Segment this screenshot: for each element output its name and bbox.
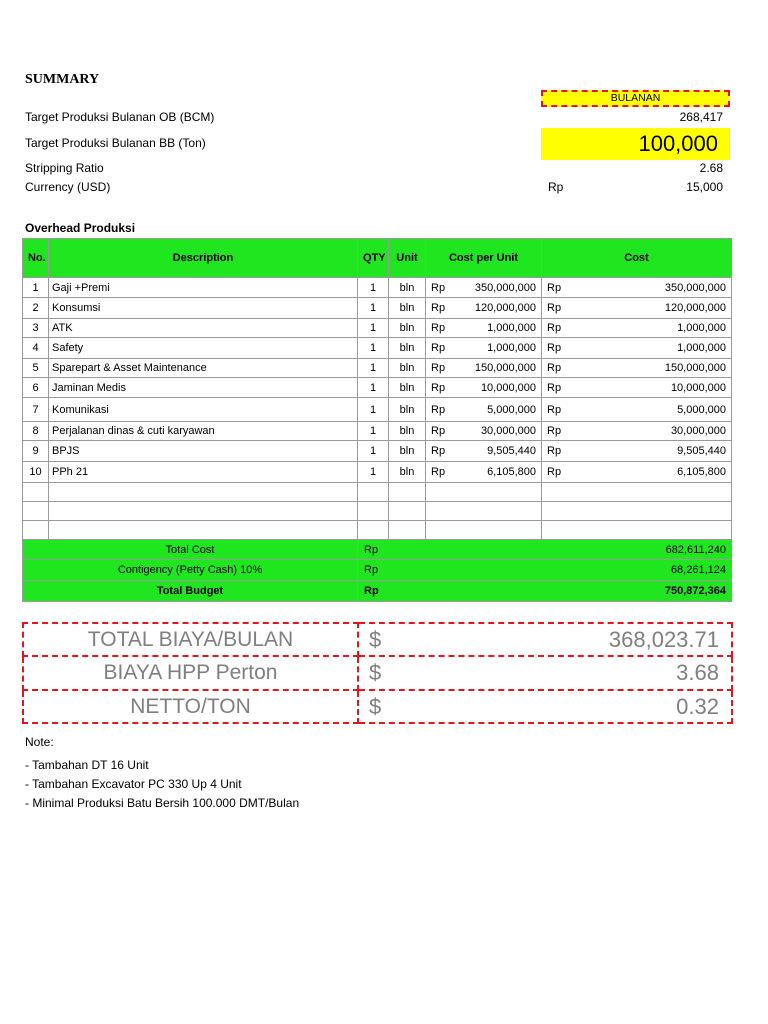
header-cost-per-unit: Cost per Unit: [426, 239, 542, 278]
cost-amount: 6,105,800: [677, 466, 726, 478]
empty-cell: [23, 483, 49, 502]
row-cost-per-unit: [426, 422, 542, 441]
empty-cell: [389, 502, 426, 521]
total-cost-label: Total Cost: [23, 540, 358, 560]
header-row: [23, 239, 732, 278]
stripping-ratio-label: Stripping Ratio: [25, 161, 104, 175]
table-row: [23, 359, 732, 378]
overhead-table: [22, 238, 732, 602]
empty-cell: [426, 502, 542, 521]
currency-label: Rp: [547, 362, 562, 374]
row-unit: bln: [389, 319, 426, 338]
cost-amount: 1,000,000: [677, 322, 726, 334]
currency-label: Rp: [431, 445, 446, 457]
cost-amount: 10,000,000: [670, 381, 726, 394]
total-biaya-row: [23, 623, 732, 656]
empty-cell: [542, 483, 732, 502]
cost-per-unit-amount: 9,505,440: [487, 445, 536, 457]
currency-label: Rp: [364, 543, 379, 556]
row-qty: 1: [358, 462, 389, 483]
contingency-value: [358, 560, 732, 581]
result-table: [22, 622, 733, 724]
target-bb-highlight: [541, 128, 730, 160]
row-description: Jaminan Medis: [49, 378, 358, 398]
cost-amount: 150,000,000: [664, 362, 726, 374]
currency-label: Rp: [547, 381, 562, 394]
empty-cell: [49, 502, 358, 521]
row-number: 2: [23, 298, 49, 319]
cost-amount: 9,505,440: [677, 445, 726, 457]
note-item: - Minimal Produksi Batu Bersih 100.000 DMT/Bulan: [25, 796, 300, 810]
total-cost-amount: 682,611,240: [665, 543, 726, 556]
empty-cell: [542, 521, 732, 540]
target-ob-label: Target Produksi Bulanan OB (BCM): [25, 110, 215, 124]
row-description: ATK: [49, 319, 358, 338]
empty-cell: [389, 483, 426, 502]
table-row: [23, 298, 732, 319]
row-cost: [542, 398, 732, 422]
row-number: 7: [23, 398, 49, 422]
row-qty: 1: [358, 441, 389, 462]
table-row: [23, 378, 732, 398]
table-row: [23, 398, 732, 422]
row-unit: bln: [389, 462, 426, 483]
table-row: [23, 422, 732, 441]
stripping-ratio-value: 2.68: [699, 161, 723, 175]
hpp-perton-value: [358, 656, 732, 690]
total-budget-amount: 750,872,364: [664, 585, 726, 597]
empty-cell: [389, 521, 426, 540]
currency-label: Rp: [364, 564, 379, 576]
header-qty: QTY: [358, 239, 389, 278]
note-item: - Tambahan DT 16 Unit: [25, 758, 149, 772]
cost-amount: 1,000,000: [677, 342, 726, 354]
currency-symbol: Rp: [548, 180, 564, 194]
currency-label: Rp: [431, 342, 446, 354]
currency-label: Rp: [431, 362, 446, 374]
row-description: Sparepart & Asset Maintenance: [49, 359, 358, 378]
cost-amount: 120,000,000: [664, 302, 726, 314]
table-row: [23, 462, 732, 483]
contingency-row: [23, 560, 732, 581]
cost-per-unit-amount: 150,000,000: [474, 362, 536, 374]
note-item: - Tambahan Excavator PC 330 Up 4 Unit: [25, 777, 242, 791]
cost-per-unit-amount: 120,000,000: [474, 302, 536, 314]
total-biaya-label: TOTAL BIAYA/BULAN: [23, 623, 358, 656]
row-unit: bln: [389, 359, 426, 378]
row-qty: 1: [358, 398, 389, 422]
row-cost: [542, 298, 732, 319]
target-bb-value: 100,000: [638, 131, 718, 156]
row-number: 10: [23, 462, 49, 483]
table-row-empty: [23, 521, 732, 540]
row-cost-per-unit: [426, 462, 542, 483]
row-cost: [542, 319, 732, 338]
row-qty: 1: [358, 298, 389, 319]
netto-ton-amount: 0.32: [676, 693, 719, 719]
period-label: BULANAN: [541, 90, 730, 107]
netto-ton-value: [358, 690, 732, 723]
row-description: BPJS: [49, 441, 358, 462]
currency-label: Rp: [431, 322, 446, 334]
row-unit: bln: [389, 422, 426, 441]
currency-value: 15,000: [686, 180, 723, 194]
row-description: Konsumsi: [49, 298, 358, 319]
cost-per-unit-amount: 5,000,000: [487, 403, 536, 416]
row-cost: [542, 359, 732, 378]
empty-cell: [49, 483, 358, 502]
total-cost-row: [23, 540, 732, 560]
dollar-sign: $: [369, 660, 382, 685]
header-description: Description: [49, 239, 358, 278]
table-row: [23, 319, 732, 338]
table-row-empty: [23, 483, 732, 502]
dollar-sign: $: [369, 693, 382, 719]
row-number: 6: [23, 378, 49, 398]
row-cost: [542, 338, 732, 359]
row-unit: bln: [389, 298, 426, 319]
row-number: 5: [23, 359, 49, 378]
currency-label: Rp: [431, 466, 446, 478]
row-number: 1: [23, 278, 49, 298]
currency-label: Rp: [431, 403, 446, 416]
row-cost-per-unit: [426, 378, 542, 398]
target-ob-value: 268,417: [679, 110, 723, 124]
empty-cell: [49, 521, 358, 540]
row-unit: bln: [389, 398, 426, 422]
currency-label: Rp: [547, 425, 562, 437]
currency-label: Rp: [431, 425, 446, 437]
row-unit: bln: [389, 441, 426, 462]
empty-cell: [426, 521, 542, 540]
row-number: 8: [23, 422, 49, 441]
currency-label: Rp: [547, 466, 562, 478]
row-unit: bln: [389, 278, 426, 298]
row-number: 9: [23, 441, 49, 462]
currency-label: Rp: [547, 342, 562, 354]
total-biaya-amount: 368,023.71: [608, 626, 719, 652]
empty-cell: [426, 483, 542, 502]
table-row: [23, 338, 732, 359]
empty-cell: [358, 521, 389, 540]
cost-per-unit-amount: 6,105,800: [487, 466, 536, 478]
row-qty: 1: [358, 319, 389, 338]
cost-per-unit-amount: 1,000,000: [487, 322, 536, 334]
cost-per-unit-amount: 1,000,000: [487, 342, 536, 354]
currency-label: Rp: [547, 403, 562, 416]
row-qty: 1: [358, 422, 389, 441]
currency-label: Rp: [431, 381, 446, 394]
empty-cell: [358, 483, 389, 502]
row-description: PPh 21: [49, 462, 358, 483]
row-unit: bln: [389, 338, 426, 359]
dollar-sign: $: [369, 626, 382, 652]
currency-label: Currency (USD): [25, 180, 111, 194]
total-budget-label: Total Budget: [23, 581, 358, 602]
row-qty: 1: [358, 359, 389, 378]
currency-label: Rp: [431, 281, 446, 294]
row-unit: bln: [389, 378, 426, 398]
row-qty: 1: [358, 278, 389, 298]
table-row: [23, 441, 732, 462]
currency-label: Rp: [547, 322, 562, 334]
cost-amount: 30,000,000: [670, 425, 726, 437]
row-cost-per-unit: [426, 319, 542, 338]
empty-cell: [542, 502, 732, 521]
hpp-perton-amount: 3.68: [676, 660, 719, 685]
total-cost-value: [358, 540, 732, 560]
row-cost: [542, 441, 732, 462]
notes-title: Note:: [25, 735, 54, 749]
table-row-empty: [23, 502, 732, 521]
row-cost-per-unit: [426, 338, 542, 359]
total-budget-row: [23, 581, 732, 602]
cost-per-unit-amount: 10,000,000: [480, 381, 536, 394]
header-no: No.: [23, 239, 49, 278]
currency-label: Rp: [547, 302, 562, 314]
row-qty: 1: [358, 338, 389, 359]
table-row: [23, 278, 732, 298]
currency-label: Rp: [431, 302, 446, 314]
row-cost: [542, 378, 732, 398]
total-budget-value: [358, 581, 732, 602]
row-description: Safety: [49, 338, 358, 359]
contingency-label: Contigency (Petty Cash) 10%: [23, 560, 358, 581]
hpp-perton-row: [23, 656, 732, 690]
netto-ton-row: [23, 690, 732, 723]
header-unit: Unit: [389, 239, 426, 278]
row-cost: [542, 278, 732, 298]
currency-label: Rp: [547, 281, 562, 294]
contingency-amount: 68,261,124: [670, 564, 726, 576]
cost-amount: 350,000,000: [664, 281, 726, 294]
row-number: 4: [23, 338, 49, 359]
empty-cell: [358, 502, 389, 521]
header-cost: Cost: [542, 239, 732, 278]
row-cost-per-unit: [426, 298, 542, 319]
row-cost: [542, 462, 732, 483]
total-biaya-value: [358, 623, 732, 656]
cost-amount: 5,000,000: [677, 403, 726, 416]
row-number: 3: [23, 319, 49, 338]
cost-per-unit-amount: 30,000,000: [480, 425, 536, 437]
row-cost-per-unit: [426, 398, 542, 422]
hpp-perton-label: BIAYA HPP Perton: [23, 656, 358, 690]
overhead-title: Overhead Produksi: [25, 221, 136, 235]
row-description: Perjalanan dinas & cuti karyawan: [49, 422, 358, 441]
cost-per-unit-amount: 350,000,000: [474, 281, 536, 294]
row-description: Komunikasi: [49, 398, 358, 422]
currency-label: Rp: [364, 585, 379, 597]
row-cost-per-unit: [426, 278, 542, 298]
target-bb-label: Target Produksi Bulanan BB (Ton): [25, 136, 206, 150]
empty-cell: [23, 502, 49, 521]
currency-label: Rp: [547, 445, 562, 457]
empty-cell: [23, 521, 49, 540]
row-cost: [542, 422, 732, 441]
netto-ton-label: NETTO/TON: [23, 690, 358, 723]
row-description: Gaji +Premi: [49, 278, 358, 298]
summary-title: SUMMARY: [25, 72, 100, 87]
row-cost-per-unit: [426, 359, 542, 378]
row-qty: 1: [358, 378, 389, 398]
row-cost-per-unit: [426, 441, 542, 462]
